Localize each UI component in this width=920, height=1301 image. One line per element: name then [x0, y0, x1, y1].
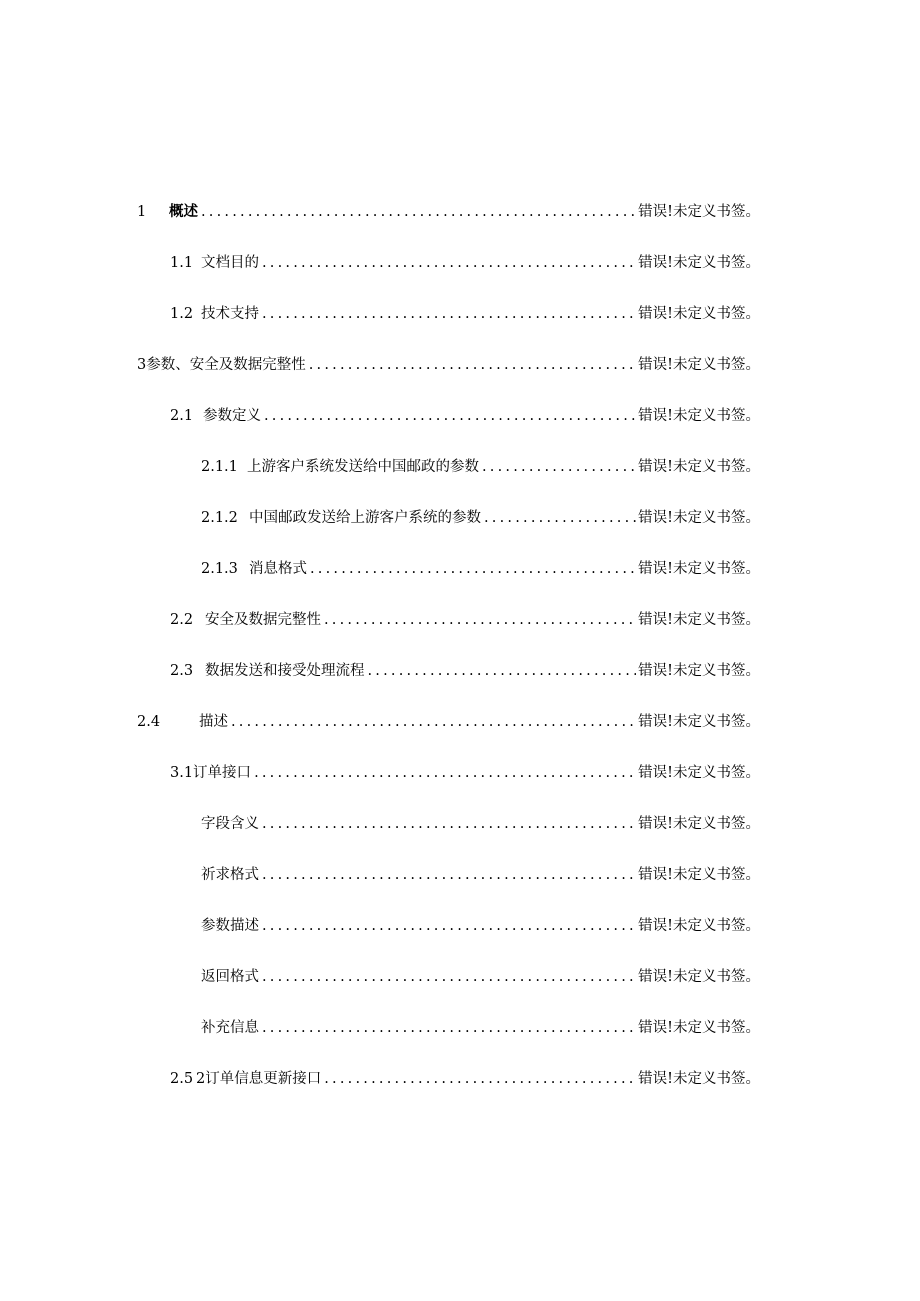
toc-entry-page: 错误!未定义书签。	[638, 204, 760, 220]
toc-entry-number: 1.1	[170, 255, 194, 271]
toc-leader-dots	[262, 1017, 636, 1039]
toc-entry-page: 错误!未定义书签。	[638, 714, 760, 730]
toc-entry-page: 错误!未定义书签。	[638, 408, 760, 424]
toc-entry[interactable]	[0, 966, 760, 988]
toc-entry[interactable]	[0, 507, 760, 529]
toc-leader-dots	[482, 456, 636, 478]
toc-entry-page: 错误!未定义书签。	[638, 816, 760, 832]
toc-entry-title: 安全及数据完整性	[205, 612, 321, 628]
toc-entry-title: 补充信息	[201, 1020, 259, 1036]
toc-entry-title: 文档目的	[201, 255, 259, 271]
toc-leader-dots	[324, 609, 636, 631]
toc-entry-page: 错误!未定义书签。	[638, 306, 760, 322]
toc-leader-dots	[262, 966, 636, 988]
toc-leader-dots	[254, 762, 636, 784]
toc-entry[interactable]	[0, 1017, 760, 1039]
toc-entry-page: 错误!未定义书签。	[638, 969, 760, 985]
toc-leader-dots	[310, 558, 636, 580]
toc-entry-page: 错误!未定义书签。	[638, 459, 760, 475]
toc-entry-number: 2.1	[170, 408, 194, 424]
toc-leader-dots	[309, 354, 636, 376]
toc-leader-dots	[324, 1068, 636, 1090]
toc-entry-page: 错误!未定义书签。	[638, 612, 760, 628]
toc-entry-number: 2.1.3	[201, 561, 238, 577]
toc-entry-number: 2.1.1	[201, 459, 238, 475]
toc-entry[interactable]	[0, 762, 760, 784]
toc-entry-number: 1.2	[170, 306, 194, 322]
toc-leader-dots	[262, 915, 636, 937]
toc-leader-dots	[262, 813, 636, 835]
toc-entry[interactable]	[0, 1068, 760, 1090]
toc-entry-page: 错误!未定义书签。	[638, 1071, 760, 1087]
toc-entry-number: 2.4	[137, 714, 161, 730]
toc-leader-dots	[262, 303, 636, 325]
toc-leader-dots	[262, 252, 636, 274]
toc-entry-title: 数据发送和接受处理流程	[205, 663, 365, 679]
toc-entry-title: 参数定义	[203, 408, 261, 424]
toc-entry-title: 技术支持	[201, 306, 259, 322]
toc-entry-page: 错误!未定义书签。	[638, 663, 760, 679]
toc-entry-page: 错误!未定义书签。	[638, 1020, 760, 1036]
toc-entry-title: 消息格式	[249, 561, 307, 577]
toc-leader-dots	[484, 507, 636, 529]
toc-entry-title: 概述	[169, 203, 198, 220]
toc-entry-page: 错误!未定义书签。	[638, 867, 760, 883]
toc-entry[interactable]	[0, 864, 760, 886]
toc-entry-number: 2.5	[170, 1071, 194, 1087]
toc-entry[interactable]	[0, 456, 760, 478]
toc-entry-number: 2.2	[170, 612, 194, 628]
toc-entry[interactable]	[0, 303, 760, 325]
toc-entry-title: 字段含义	[201, 816, 259, 832]
toc-entry-page: 错误!未定义书签。	[638, 561, 760, 577]
toc-entry-page: 错误!未定义书签。	[638, 255, 760, 271]
toc-entry[interactable]	[0, 405, 760, 427]
toc-leader-dots	[262, 864, 636, 886]
toc-leader-dots	[231, 711, 636, 733]
toc-entry[interactable]	[0, 201, 760, 223]
toc-entry-title: 2订单信息更新接口	[196, 1071, 322, 1087]
toc-entry-number: 2.1.2	[201, 510, 238, 526]
toc-entry-number: 1	[137, 204, 147, 220]
toc-entry[interactable]	[0, 252, 760, 274]
toc-entry[interactable]	[0, 711, 760, 733]
toc-entry-page: 错误!未定义书签。	[638, 918, 760, 934]
toc-entry-page: 错误!未定义书签。	[638, 357, 760, 373]
toc-entry[interactable]	[0, 915, 760, 937]
toc-entry[interactable]	[0, 660, 760, 682]
toc-entry[interactable]	[0, 609, 760, 631]
toc-entry-title: 上游客户系统发送给中国邮政的参数	[247, 459, 479, 475]
toc-entry-page: 错误!未定义书签。	[638, 510, 760, 526]
toc-entry-title: 3.1订单接口	[170, 765, 252, 781]
toc-entry-title: 祈求格式	[201, 867, 259, 883]
toc-entry-title: 描述	[199, 714, 228, 730]
toc-entry-title: 参数描述	[201, 918, 259, 934]
toc-entry[interactable]	[0, 558, 760, 580]
toc-leader-dots	[264, 405, 636, 427]
toc-leader-dots	[368, 660, 637, 682]
toc-leader-dots	[201, 201, 636, 223]
toc-entry-page: 错误!未定义书签。	[638, 765, 760, 781]
toc-entry-title: 返回格式	[201, 969, 259, 985]
toc-entry[interactable]	[0, 354, 760, 376]
toc-entry-title: 3参数、安全及数据完整性	[137, 357, 306, 373]
toc-entry[interactable]	[0, 813, 760, 835]
toc-entry-number: 2.3	[170, 663, 194, 679]
toc-entry-title: 中国邮政发送给上游客户系统的参数	[249, 510, 481, 526]
